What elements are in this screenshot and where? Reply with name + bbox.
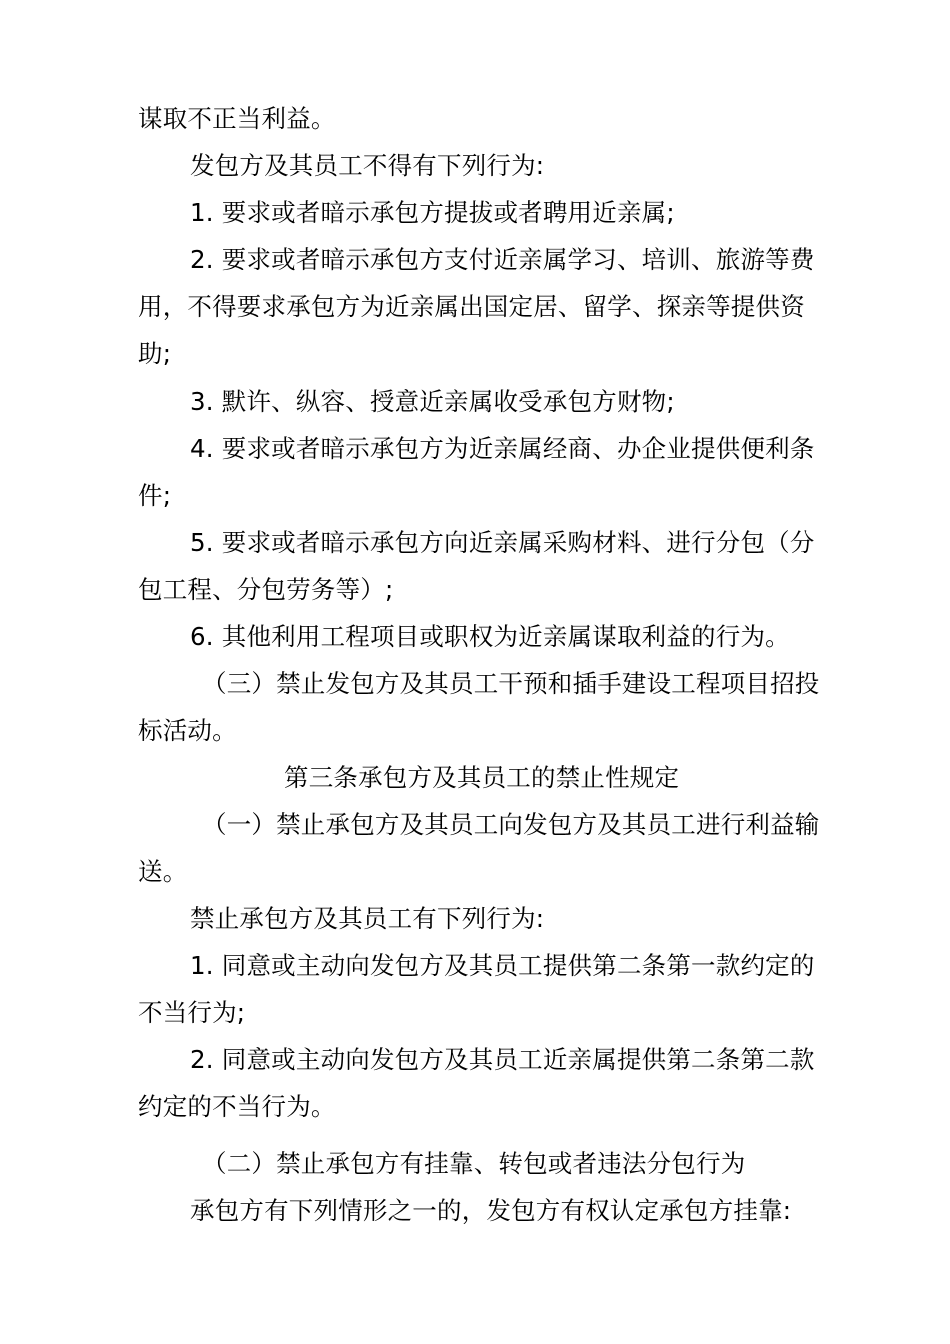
- text-line: 4. 要求或者暗示承包方为近亲属经商、办企业提供便利条: [190, 434, 815, 463]
- text-line: 2. 同意或主动向发包方及其员工近亲属提供第二条第二款: [190, 1045, 815, 1074]
- text-line: （三）禁止发包方及其员工干预和插手建设工程项目招投: [202, 669, 820, 698]
- text-line: 不当行为;: [138, 998, 246, 1027]
- text-line: 约定的不当行为。: [138, 1092, 336, 1121]
- text-line: 包工程、分包劳务等）;: [138, 575, 394, 604]
- text-line: 用，不得要求承包方为近亲属出国定居、留学、探亲等提供资: [138, 292, 805, 321]
- text-line: 助;: [138, 339, 172, 368]
- text-line: 5. 要求或者暗示承包方向近亲属采购材料、进行分包（分: [190, 528, 815, 557]
- text-line: 1. 同意或主动向发包方及其员工提供第二条第一款约定的: [190, 951, 815, 980]
- text-line: 承包方有下列情形之一的，发包方有权认定承包方挂靠:: [190, 1196, 792, 1225]
- text-line: （一）禁止承包方及其员工向发包方及其员工进行利益输: [202, 810, 820, 839]
- text-line: 发包方及其员工不得有下列行为:: [190, 151, 545, 180]
- text-line: 件;: [138, 481, 172, 510]
- text-line: 标活动。: [138, 716, 237, 745]
- text-line: 送。: [138, 857, 188, 886]
- text-line: 3. 默许、纵容、授意近亲属收受承包方财物;: [190, 387, 675, 416]
- section-heading: 第三条承包方及其员工的禁止性规定: [284, 763, 680, 792]
- text-line: （二）禁止承包方有挂靠、转包或者违法分包行为: [202, 1149, 746, 1178]
- text-line: 6. 其他利用工程项目或职权为近亲属谋取利益的行为。: [190, 622, 790, 651]
- text-line: 谋取不正当利益。: [138, 104, 336, 133]
- text-line: 禁止承包方及其员工有下列行为:: [190, 904, 545, 933]
- text-line: 2. 要求或者暗示承包方支付近亲属学习、培训、旅游等费: [190, 245, 815, 274]
- text-line: 1. 要求或者暗示承包方提拔或者聘用近亲属;: [190, 198, 675, 227]
